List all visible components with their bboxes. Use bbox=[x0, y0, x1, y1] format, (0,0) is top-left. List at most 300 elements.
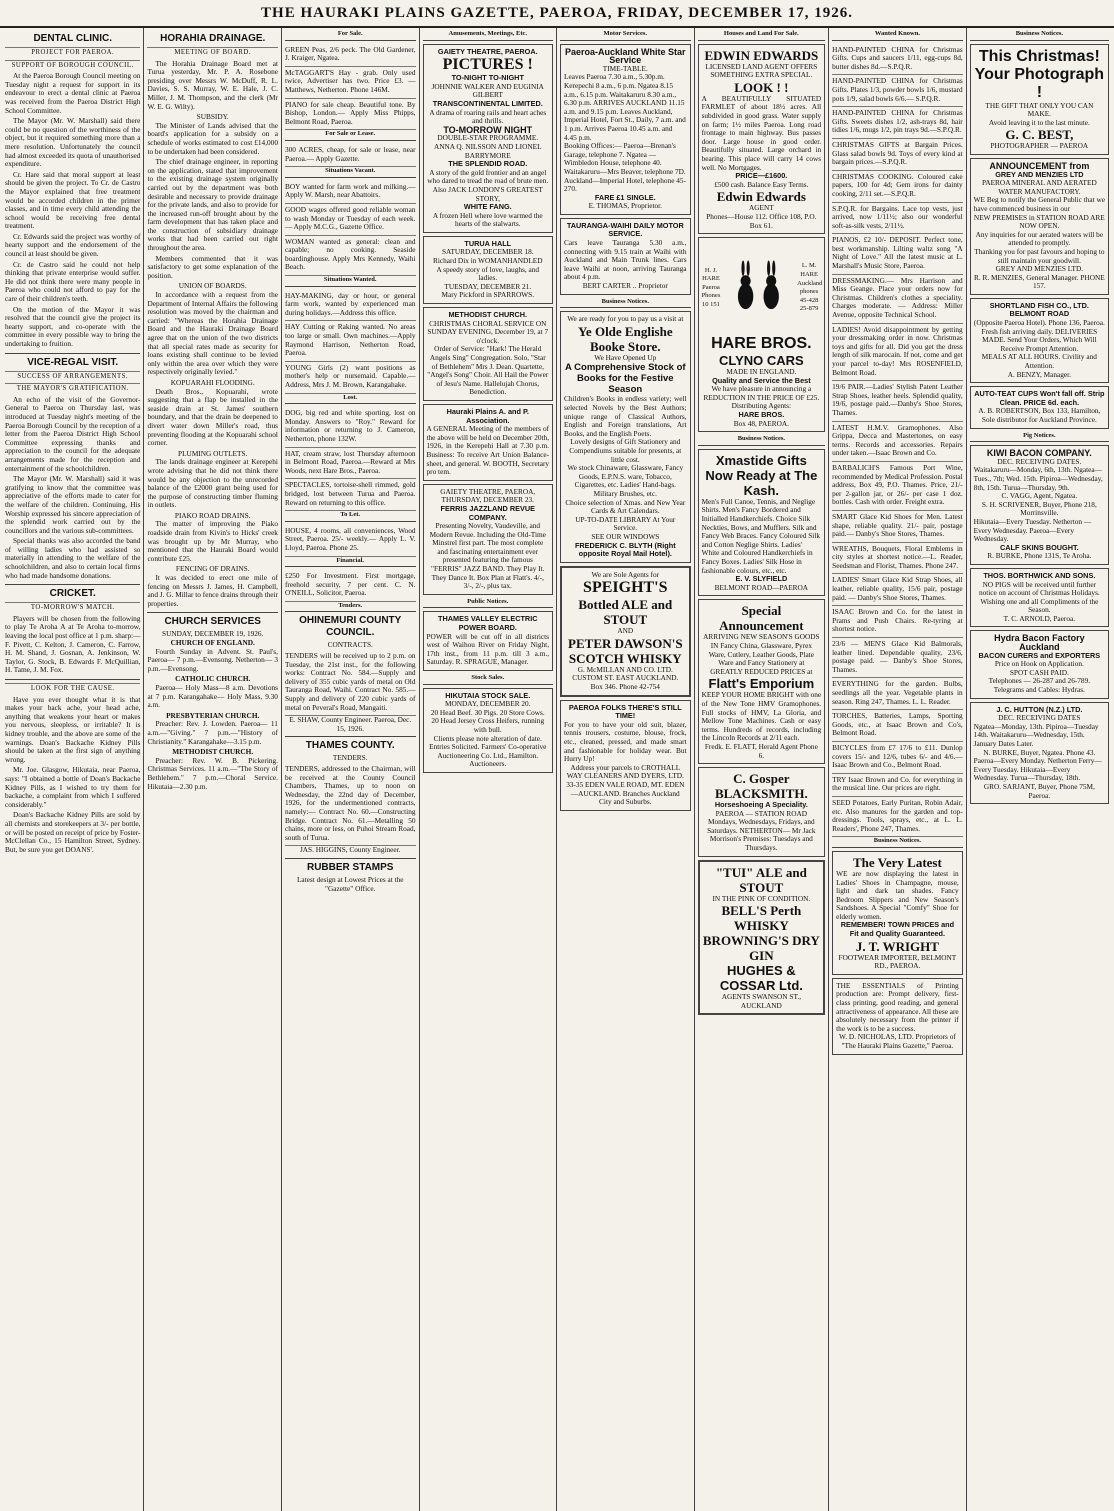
column-7 bbox=[829, 28, 967, 1511]
kiwi-dates: DEC. RECEIVING DATES. bbox=[997, 456, 1082, 466]
price: PRICE—£1600. bbox=[735, 171, 788, 181]
dental-p1: At the Paeroa Borough Council meeting on Tuesday night a request for support in its endeavour to erect a dental clinic at Paeroa was received from the Paeroa District High School Committee. bbox=[5, 71, 141, 115]
dental-p2: The Mayor (Mr. W. Marshall) said there could be no question of the worthiness of the object, but it required something more than a mere resolution. Unfortunately the council had almost exceeded its quota of unauthorised expenditure. bbox=[5, 116, 141, 169]
church-catholic-text: Paeroa— Holy Mass—8 a.m. Devotions at 7 p.m. Karangahake— Holy Mass, 9.30 a.m. bbox=[147, 682, 278, 710]
ad-china-2: HAND-PAINTED CHINA for Christmas Gifts. Plates 1/3, powder bowls 1/6, mustard pots 1/9, salad bowls 6/6.— S.P.Q.R. bbox=[832, 75, 963, 107]
church-date: SUNDAY, DECEMBER 19, 1926. bbox=[162, 629, 264, 639]
pluming-heading: PLUMING OUTLETS. bbox=[178, 448, 248, 458]
vice-p2: The Mayor (Mr. W. Marshall) said it was gratifying to know that the committee was appreciative of the efforts made to cater for the welfare of the children. Continuing, His Worship expressed his sincere appreciation of the splendid work carried out by the councillors and the various sub-committees. bbox=[5, 474, 141, 535]
power-board-ad bbox=[423, 611, 554, 671]
tui-condition: IN THE PINK OF CONDITION. bbox=[712, 893, 811, 903]
church-presbyterian-text: Preacher: Rev. J. Lowden. Paeroa— 11 a.m.—"Giving." 7 p.m.—"History of Christianity." Karangahake—3.15 p.m. bbox=[147, 719, 278, 746]
brownings-gin: BROWNING'S DRY GIN bbox=[702, 933, 820, 964]
bookstore-name: Ye Olde Englishe Booke Store. bbox=[577, 323, 673, 354]
pictures-heading: PICTURES ! bbox=[442, 56, 533, 74]
column-8 bbox=[967, 28, 1112, 1511]
methodist-order: Order of Service: "Hark! The Herald Angels Sing" Congregation. Solo, "Star of Bethlehem" Mrs J. Dean. Quartette, "Angel's Song" Choir. All Hail the Power of Jesu's Name. Hallelujah Chorus, Benediction. bbox=[427, 344, 549, 397]
and-line: AND bbox=[617, 626, 634, 636]
shortland-name: SHORTLAND FISH CO., LTD. BELMONT ROAD bbox=[989, 300, 1089, 319]
essentials-ad bbox=[832, 978, 963, 1055]
box-phone: Box 346. Phone 42-754 bbox=[590, 682, 660, 692]
column-2 bbox=[144, 28, 282, 1511]
blyth-line: FREDERICK C. BLYTH (Right opposite Royal Mail Hotel). bbox=[574, 540, 676, 559]
special-announcement: Special Announcement bbox=[719, 603, 804, 634]
shaw-signature: E. SHAW, County Engineer. Paeroa, Dec. 15, 1926. bbox=[289, 715, 412, 733]
enquiries-text: Any inquiries for our aerated waters will be attended to promptly. bbox=[975, 229, 1104, 248]
drainage-p7: The lands drainage engineer at Kerepehi wrote advising that he did not think there would be any objection to the unrecorded balance of the £2000 grant being used for the purpose of constructing timber fluming in outlets. bbox=[147, 457, 278, 510]
for-sale-heading: For Sale. bbox=[285, 30, 416, 41]
made-in-england: MADE IN ENGLAND. bbox=[726, 367, 797, 377]
timetable-heading: TIME-TABLE. bbox=[602, 63, 648, 73]
higgins-signature: JAS. HIGGINS, County Engineer. bbox=[299, 845, 401, 855]
assoc-text: A GENERAL Meeting of the members of the above will be held on December 20th, 1926, in the Kerepehi Hall at 7.30 p.m. Business: To receive Art Union Balance-sheet, and general. W. BOOTH, Secretary pro tem. bbox=[426, 424, 550, 477]
methodist-ad bbox=[423, 307, 554, 401]
ad-china-1: HAND-PAINTED CHINA for Christmas Gifts. Cups and saucers 1/11, egg-cups 8d, butter dishes 8d.—S.P.Q.R. bbox=[832, 44, 963, 76]
column-1 bbox=[2, 28, 144, 1511]
tauranga-text: Cars leave Tauranga 5.30 a.m., connecting with 9.15 train at Waihi with Auckland and Main Trunk lines. Cars leave Waihi at noon, arriving Tauranga about 4 p.m. bbox=[564, 238, 687, 282]
ad-spectacles: SPECTACLES, tortoise-shell rimmed, gold bridged, lost between Turua and Paeroa. Reward on returning to this office. bbox=[285, 479, 416, 511]
edwin-name-2: Edwin Edwards bbox=[716, 189, 806, 205]
tauranga-title: TAURANGA-WAIHI DAILY MOTOR SERVICE. bbox=[566, 220, 684, 239]
tuesday-film: Mary Pickford in SPARROWS. bbox=[441, 290, 535, 300]
edwin-sub: LICENSED LAND AGENT OFFERS SOMETHING EXTRA SPECIAL. bbox=[705, 61, 818, 80]
church-services bbox=[147, 616, 278, 791]
piako-heading: PIAKO ROAD DRAINS. bbox=[174, 510, 251, 520]
vice-p3: Special thanks was also accorded the band of willing ladies who had assisted so materially in attending to the welfare of the schoolchildren, and also to certain local firms who had made handsome donations. bbox=[5, 536, 141, 580]
agent-label: AGENT bbox=[748, 203, 774, 213]
dental-p3: Cr. Hare said that moral support at least should be given the project. To Cr. de Castro the Mayor explained that free treatment would be accorded children in the primer classes, and in time every child attending the school would be receiving free dental treatment. bbox=[5, 169, 141, 231]
burke-text: R. BURKE, Phone 131S, Te Aroha. bbox=[987, 551, 1092, 561]
hutton-text: Ngatea—Monday, 13th. Pipiroa—Tuesday 14th. Waitakaruru—Wednesday, 15th. January Dates Later. bbox=[973, 721, 1099, 748]
hare-bros-name: HARE BROS. bbox=[738, 410, 785, 420]
ad-green-peas: GREEN Peas, 2/6 peck. The Old Gardener, J. Kraiger, Ngatea. bbox=[285, 44, 416, 67]
books-stock: A Comprehensive Stock of Books for the Festive Season bbox=[565, 362, 686, 396]
church-methodist-text: Preacher: Rev. W. B. Pickering. Christmas Services. 11 a.m.—"The Story of Bethlehem." 7 p.m.—Choral Service. Hikutaia—2.30 p.m. bbox=[147, 755, 278, 791]
ad-ladies: LADIES! Avoid disappointment by getting your dressmaking order in now. Christmas toys and gifts for all. Did you get the dress length of silk marocain. If not, come and get your parcel to-day! Mrs ROSENFIELD, Belmont Road. bbox=[832, 324, 963, 382]
union-heading: UNION OF BOARDS. bbox=[178, 281, 247, 291]
drainage-p9: It was decided to erect one mile of fencing on Messrs J. James, H. Campbell, and J. G. Millar to fence drains through their properties. bbox=[147, 573, 278, 608]
methodist-text: CHRISTMAS CHORAL SERVICE ON SUNDAY EVENING, December 19, at 7 o'clock. bbox=[427, 318, 549, 345]
flatt-emporium: Flatt's Emporium bbox=[708, 676, 815, 692]
turua-title: TURUA HALL bbox=[464, 238, 512, 248]
ad-barbalich: BARBALICH'S Famous Port Wine, recommended by Medical Profession. Postal address, Box 49, P.O. Thames. Price, 21/- per 2-gallon jar, or 26/- per case 1 doz. bottles. Cash with order. Freight extra. bbox=[832, 462, 963, 511]
power-board-title: THAMES VALLEY ELECTRIC POWER BOARD. bbox=[438, 614, 538, 633]
proprietor: E. THOMAS, Proprietor. bbox=[588, 201, 663, 211]
film3-desc: A frozen Hell where love warmed the hearts of the stalwarts. bbox=[432, 210, 543, 229]
ad-young-girls: YOUNG Girls (2) want positions as mother's help or nursemaid. Capable.—Address, Mrs J. M. Brown, Karangahake. bbox=[285, 362, 416, 394]
books-text: Children's Books in endless variety; well selected Novels by the Best Authors; unique range of Classical Authors, English and Foreign translations, Art Books, and the English Poets. bbox=[564, 394, 687, 438]
white-star-ad bbox=[560, 44, 691, 215]
ad-woman: WOMAN wanted as general: clean and capable; no cooking. Seaside boardinghouse. Apply Mrs Kennedy, Waihi Beach. bbox=[285, 236, 416, 276]
opened-line: We Have Opened Up bbox=[594, 352, 657, 362]
fish-text: Fresh fish arriving daily. DELIVERIES MADE. Send Your Orders, Which Will Receive Prompt Attention. bbox=[981, 326, 1098, 353]
remember-line: REMEMBER! TOWN PRICES and Fit and Quality Guaranteed. bbox=[840, 920, 955, 939]
edwards-ad bbox=[698, 44, 826, 235]
stock-title: HIKUTAIA STOCK SALE. bbox=[445, 690, 531, 700]
ferris-ad bbox=[423, 484, 554, 595]
ad-torches: TORCHES, Batteries, Lamps, Sporting Goods, etc., at Isaac Brown and Co's, Belmont Road. bbox=[832, 710, 963, 742]
kash-ad bbox=[698, 449, 826, 597]
ad-garden: EVERYTHING for the garden. Bulbs, seedlings all the year. Vegetable plants in season. Ring 247, Thames. L. L. Reader. bbox=[832, 678, 963, 710]
reduction-line: We have pleasure in announcing a REDUCTION IN THE PRICE OF £25. bbox=[703, 384, 820, 402]
vagg-text: C. VAGG, Agent, Ngatea. bbox=[1001, 491, 1078, 501]
dental-title: DENTAL CLINIC. bbox=[33, 33, 112, 44]
ad-bicycles: BICYCLES from £7 17/6 to £11. Dunlop covers 15/- and 12/6, tubes 6/- and 4/6.—Isaac Brown and Co., Belmont Road. bbox=[832, 742, 963, 774]
gosper-text: PAEROA — STATION ROAD Mondays, Wednesdays, Fridays, and Saturdays. NETHERTON— Mr Jack Morrison's Premises: Tuesdays and Thursdays. bbox=[707, 808, 816, 853]
ad-23-6: 23/6 — MEN'S Glace Kid Balmorals, leather lined. Dependable quality, 23/6, postage paid. — Danby's Shoe Stores, Thames. bbox=[832, 638, 963, 678]
pig-notices-heading: Pig Notices. bbox=[970, 432, 1109, 443]
tomorrow-label: TO-MORROW NIGHT bbox=[443, 124, 533, 135]
drainage-p4: Members commented that it was satisfactory to get some explanation of the position. bbox=[147, 253, 278, 280]
hutton-name: J. C. HUTTON (N.Z.) LTD. bbox=[996, 704, 1083, 714]
to-let-heading: To Let. bbox=[285, 511, 416, 522]
premises-text: NEW PREMISES in STATION ROAD ARE NOW OPEN. bbox=[973, 212, 1105, 231]
xmas-gifts-title: Xmastide Gifts Now Ready at The Kash. bbox=[705, 452, 818, 498]
column-4 bbox=[420, 28, 558, 1511]
cleaners-ad bbox=[560, 700, 691, 811]
hydra-ad bbox=[970, 630, 1109, 698]
your-photograph: Your Photograph ! bbox=[974, 65, 1105, 101]
vacant-heading: Situations Vacant. bbox=[285, 167, 416, 178]
grey-menzies-name: GREY AND MENZIES LTD bbox=[995, 169, 1084, 179]
stars-line: JOHNNIE WALKER AND EUGINIA GILBERT bbox=[431, 81, 544, 100]
ad-hat: HAT, cream straw, lost Thursday afternoon in Belmont Road, Paeroa.—Reward at Mrs Woods, next Hare Bros., Paeroa. bbox=[285, 448, 416, 480]
look-text: A BEAUTIFULLY SITUATED FARMLET of about 18½ acres. All subdivided in good grass. Water supply on farm; 1½ miles Paeroa. Long road frontage to main highway. Bus passes door. Large house in good order. Beautifully situated. Large orchard in bearing. This place will carry 14 cows well. No Mortgages. bbox=[701, 93, 822, 172]
stock-text: 20 Head Beef. 30 Pigs. 20 Store Cows. 20 Head Jersey Cross Heifers, running with bull. bbox=[430, 707, 545, 734]
vice-p1: An echo of the visit of the Governor-General to Paeroa on Thursday last, was introduced at Tuesday night's meeting of the Paeroa Borough Council by the reception of a letter from the Paeroa District High School Committee expressing thanks and appreciation to the council for the adequate arrangements made for the reception and entertainment of the schoolchildren. bbox=[5, 394, 141, 473]
burke2-text: N. BURKE, Buyer, Ngatea. Phone 43. bbox=[983, 747, 1096, 757]
kopu-heading: KOPUARAHI FLOODING. bbox=[170, 377, 255, 387]
church-catholic: CATHOLIC CHURCH. bbox=[175, 674, 251, 684]
ad-boy: BOY wanted for farm work and milking.— Apply W. Marsh, near Abattoirs. bbox=[285, 181, 416, 204]
stock-entries: Entries Solicited. Farmers' Co-operative Auctioneering Co. Ltd., Hamilton. Auctioneers. bbox=[429, 742, 547, 769]
cricket-sub: TO-MORROW'S MATCH. bbox=[5, 602, 140, 613]
scrivener-text: S. H. SCRIVENER, Buyer, Phone 218, Morrinsville. bbox=[981, 499, 1097, 518]
fencing-heading: FENCING OF DRAINS. bbox=[175, 564, 250, 574]
ad-gramophones: LATEST H.M.V. Gramophones. Also Grippa, Decca and Mastertones, on easy terms. Records and accessories. Repairs under taken.—Isaac Brown and Co. bbox=[832, 422, 963, 462]
hutton-text2: Paeroa—Every Monday. Netherton Ferry—Every Tuesday. Hikutaia—Every Wednesday. Turua—Thursday, 18th. bbox=[973, 756, 1102, 783]
gaiety2-date: THURSDAY, DECEMBER 23. bbox=[441, 495, 534, 505]
ad-250: £250 For Investment. First mortgage, freehold security, 7 per cent. C. N. O'NEILL, Solicitor, Paeroa. bbox=[285, 570, 416, 602]
ad-hay-cutting: HAY Cutting or Raking wanted. No areas too large or small. Own machines.—Apply Raymond Harrison, Netherton Road, Paeroa. bbox=[285, 321, 416, 361]
wright-sub: FOOTWEAR IMPORTER, BELMONT RD., PAEROA. bbox=[838, 952, 957, 971]
assoc-title: Hauraki Plains A. and P. Association. bbox=[446, 406, 529, 425]
dental-article bbox=[5, 33, 140, 349]
gift-text: THE GIFT THAT ONLY YOU CAN MAKE. bbox=[985, 100, 1094, 119]
financial-heading: Financial. bbox=[285, 557, 416, 568]
stock-sale-ad bbox=[423, 688, 554, 773]
sole-agents: We are Sole Agents for bbox=[591, 569, 660, 579]
drainage-p1: The Horahia Drainage Board met at Turua yesterday, Mr. P. A. Rosebone presiding over Messrs W. McDuff, R. L. Davies, S. S. Murray, W. E. Hale, J. C. Miller, J. M. Thompson, and the clerk (Mr W. E. G. Wilty). bbox=[147, 58, 278, 111]
contracts-heading: CONTRACTS. bbox=[327, 640, 373, 650]
drainage-title: HORAHIA DRAINAGE. bbox=[160, 33, 266, 44]
hare-logo-text: HARE BROS. bbox=[711, 335, 812, 353]
ad-hay-making: HAY-MAKING, day or hour, or general farm work, wanted by experienced man during holidays.—Address this office. bbox=[285, 290, 416, 322]
turua-desc: A speedy story of love, laughs, and ladies. bbox=[436, 264, 540, 283]
look-heading: LOOK ! ! bbox=[734, 79, 789, 95]
ad-china-3: HAND-PAINTED CHINA for Christmas Gifts. Sweets dishes 1/2, ash-trays 8d, hair tidies 1/6, mugs 1/2, pin trays 9d.—S.P.Q.R. bbox=[832, 107, 963, 139]
gosper-name: C. Gosper BLACKSMITH. bbox=[714, 771, 808, 802]
vice-regal-article bbox=[5, 357, 140, 581]
ad-prams: ISAAC Brown and Co. for the latest in Prams and Push Chairs. Re-tyring at shortest notice. bbox=[832, 606, 963, 638]
also-line: Also JACK LONDON'S GREATEST STORY, bbox=[432, 184, 543, 203]
masthead: THE HAURAKI PLAINS GAZETTE, PAEROA, FRIDAY, DECEMBER 17, 1926. bbox=[0, 0, 1114, 28]
turua-date: SATURDAY, DECEMBER 18. bbox=[441, 247, 534, 257]
turua-film: Richard Dix in WOMANHANDLED bbox=[433, 256, 543, 266]
speights-name: SPEIGHT'S bbox=[583, 579, 668, 597]
speights-ad bbox=[560, 566, 691, 697]
kiwi-text2: Hikutaia—Every Tuesday. Netherton — Every Wednesday. Paeroa—Every Wednesday. bbox=[973, 516, 1092, 544]
lost-heading: Lost. bbox=[285, 394, 416, 405]
menzies-text: R. R. MENZIES, General Manager. PHONE 157. bbox=[973, 272, 1105, 291]
dental-p5: Cr. de Castro said he could not help thinking that private enterprise would suffer. He did not think there were many people in Paeroa who could not afford to pay for the care of their children's teeth. bbox=[5, 259, 141, 304]
shortland-ad bbox=[970, 298, 1109, 383]
cricket-article bbox=[5, 588, 140, 675]
business-heading-8: Business Notices. bbox=[970, 30, 1109, 41]
stock-date: MONDAY, DECEMBER 20. bbox=[444, 699, 531, 709]
ad-dog: DOG, big red and white sporting, lost on Monday. Answers to "Roy." Reward for information or returning to J. Cameron, Netherton, phone 132W. bbox=[285, 407, 416, 447]
public-notices-heading: Public Notices. bbox=[423, 598, 554, 609]
folks-title: PAEROA FOLKS THERE'S STILL TIME! bbox=[568, 702, 682, 721]
ad-piano: PIANO for sale cheap. Beautiful tone. By Bishop, London.— Apply Miss Phipps, Belmont Road, Paeroa. bbox=[285, 99, 416, 131]
vice-title: VICE-REGAL VISIT. bbox=[27, 356, 119, 368]
tuesday-date: TUESDAY, DECEMBER 21. bbox=[444, 281, 532, 291]
film1-title: TRANSCONTINENTAL LIMITED. bbox=[432, 98, 543, 108]
wright-ad bbox=[832, 851, 963, 975]
price-hook: Price on Hook on Application. bbox=[994, 659, 1084, 669]
ad-tenders: TENDERS will be received up to 2 p.m. on Tuesday, the 21st inst., for the following works: Contract No. 584.—Supply and delivery of 355 cubic yards of metal on Old Tauranga Road, Waihi. Contract No. 585.—Supply and delivery of 220 cubic yards of metal on Peveral's Road, Mangaiti. bbox=[285, 650, 416, 716]
vice-sub: SUCCESS OF ARRANGEMENTS. bbox=[5, 371, 140, 382]
tui-ad bbox=[698, 860, 826, 1016]
edwin-name: EDWIN EDWARDS bbox=[704, 47, 819, 63]
wishing-text: Wishing one and all Compliments of the Season. bbox=[980, 596, 1099, 615]
shortland-sub: (Opposite Paeroa Hotel). Phone 136, Paeroa. bbox=[973, 318, 1105, 328]
wright-name: J. T. WRIGHT bbox=[855, 938, 939, 954]
folks-text: For you to have your old suit, blazer, tennis trousers, costume, blouse, frock, etc., cleaned, pressed, and made smart and fashionable for holiday wear. But Hurry Up! bbox=[564, 719, 687, 764]
stars2-line: ANNA Q. NILSSON AND LIONEL BARRYMORE bbox=[433, 141, 542, 160]
mcmillan: G. McMILLAN AND CO. LTD. bbox=[577, 664, 673, 674]
ad-pianos: PIANOS, £2 10/- DEPOSIT. Perfect tone, best workmanship. Lilting waltz song "A Night of Love." All the latest music at L. Marshall's Music Store, Paeroa. bbox=[832, 234, 963, 274]
gaiety-theatre-ad bbox=[423, 44, 554, 233]
flatt-name: Fredk. E. FLATT, Herald Agent Phone 6. bbox=[704, 741, 818, 760]
drainage-sub: MEETING OF BOARD. bbox=[147, 47, 278, 58]
dental-support: SUPPORT OF BOROUGH COUNCIL. bbox=[5, 60, 140, 71]
very-latest: The Very Latest bbox=[852, 854, 942, 870]
crothall-text: Address your parcels to CROTHALL WAY CLEANERS AND DYERS, LTD. 33-35 EDEN VALE ROAD, MT. EDEN—AUCKLAND. Branches Auckland City and Suburbs. bbox=[566, 762, 685, 807]
curers-text: BACON CURERS and EXPORTERS bbox=[978, 650, 1101, 660]
column-6 bbox=[695, 28, 830, 1511]
hughes-addr: AGENTS SWANSON ST., AUCKLAND bbox=[721, 992, 802, 1010]
xmas-list: Men's Full Canoe, Tennis, and Neglige Shirts. Men's Fancy Bordered and Initialled Handkerchiefs. Choice Silk Neckties, Bows, and Mufflers. Silk and Fancy Web Braces. Fancy Coloured Silk and Cotton Neglige Shirts. Ladies' White and Coloured Handkerchiefs in Fancy Boxes. Ladies' Silk Hose in fashionable colours, etc., etc. bbox=[701, 496, 821, 575]
arnold-text: T. C. ARNOLD, Paeroa. bbox=[1003, 613, 1076, 623]
film3-title: WHITE FANG. bbox=[463, 202, 512, 212]
church-presbyterian: PRESBYTERIAN CHURCH. bbox=[166, 710, 260, 720]
tauranga-ad bbox=[560, 218, 691, 295]
kiwi-text: Waitakaruru—Monday, 6th, 13th. Ngatea—Tues., 7th; Wed. 15th. Pipiroa—Wednesday, 8th, 15th. Turua—Thursday, 9th. bbox=[973, 465, 1103, 492]
mineral-text: PAEROA MINERAL AND AERATED WATER MANUFACTORY. bbox=[981, 178, 1097, 196]
ad-300-acres: 300 ACRES, cheap, for sale or lease, near Paeroa.— Apply Gazette. bbox=[285, 144, 416, 167]
bookstore-ad bbox=[560, 311, 691, 562]
ad-house: HOUSE, 4 rooms, all conveniences, Wood Street, Paeroa. 25/- weekly.— Apply L. V. Lloyd, Paeroa. Phone 25. bbox=[285, 525, 416, 557]
drainage-p5: In accordance with a request from the Department of Internal Affairs the following resolution was moved by the chairman and carried: "Whereas the Horahia Drainage Board and the Hauraki Drainage Board agree that on the union of the two districts that all special rates made as security for loans existing shall continue to be levied only within the area over which they were respectively originally levied." bbox=[147, 290, 278, 377]
wanted-known-heading: Wanted Known. bbox=[832, 30, 963, 41]
hydra-name: Hydra Bacon Factory Auckland bbox=[994, 633, 1085, 653]
ad-19-6: 19/6 PAIR.—Ladies' Stylish Patent Leather Strap Shoes, leather heels. Splendid quality, 19/6, postage paid.—Danby's Shoe Stores, Thames. bbox=[832, 381, 963, 421]
turua-hall-ad bbox=[423, 236, 554, 304]
hare-box: Box 48, PAEROA. bbox=[733, 418, 789, 428]
cricket-p1: Players will be chosen from the following to play Te Aroha A at Te Aroha to-morrow, leaving the local post office at 1 p.m. sharp:— F. Pivett, C. Kelton, J. Cameron, C. Farrow, H. M. Shand, J. Gosnan, A. Jenkinson, W. Taylor, G. Stock, B. Edwards F. McQuillian, H. Tame, J. M. Fox. bbox=[5, 613, 141, 675]
cards-line: Choice selection of Xmas. and New Year Cards & Art Calendars. bbox=[565, 497, 686, 516]
ad-thames-tenders: TENDERS, addressed to the Chairman, will be received at the County Council Chambers, Thames, up to noon on Wednesday, the 22nd day of December, 1926, for the undermentioned contracts, namely:— Contract No. 60.—Constructing Bridge. Contract No. 61.—Metalling 50 chains, more or less, on Puhoi Stream Road, south of Turua. bbox=[285, 763, 416, 846]
dist-label: Distributing Agents: bbox=[731, 401, 792, 411]
drainage-p3: The chief drainage engineer, in reporting on the application, stated that improvement to the existing drainage system originally carried out by the department was both desirable and necessary to provide drainage for the private lands, and also to provide for the increased run-off brought about by the farm development that has taken place and the construction of subsidiary drainage works that had been carried out right throughout the area. bbox=[147, 157, 278, 253]
vice-sub2: THE MAYOR'S GRATIFICATION. bbox=[5, 383, 140, 394]
this-christmas: This Christmas! bbox=[978, 47, 1100, 65]
film2-desc: A story of the gold frontier and an angel who dared to tread the road of brute men. bbox=[427, 167, 549, 186]
ad-musical: TRY Isaac Brown and Co. for everything in the musical line. Our prices are right. bbox=[832, 774, 963, 797]
telephones-text: Telephones — 26-287 and 26-789. Telegrams and Cables: Hydras. bbox=[988, 676, 1091, 695]
arriving-text: ARRIVING NEW SEASON'S GOODS IN Fancy China, Glassware, Pyrex Ware, Cutlery, Leather Goods, Plate Ware and Fancy Stationery at GREATLY REDUCED PRICES at bbox=[703, 632, 820, 676]
gift-line: Lovely designs of Gift Stationery and Compendiums suitable for presents, at little cost. bbox=[569, 437, 682, 464]
kiwi-name: KIWI BACON COMPANY. bbox=[986, 448, 1092, 459]
amusements-heading: Amusements, Meetings, Etc. bbox=[423, 30, 554, 41]
fare: FARE £1 SINGLE. bbox=[594, 192, 656, 202]
slyfield-addr: BELMONT ROAD—PAEROA bbox=[714, 582, 809, 592]
ad-spqr-bargains: S.P.Q.R. for Bargains. Lace top vests, just arrived, now 1/11½; also our wonderful soft-as-silk vests, 2/11½. bbox=[832, 203, 963, 235]
ad-good-wages: GOOD wages offered good reliable woman to wash Monday or Tuesday of each week.— Apply M.C.G., Gazette Office. bbox=[285, 204, 416, 236]
methodist-title: METHODIST CHURCH. bbox=[448, 310, 528, 320]
column-3 bbox=[282, 28, 420, 1511]
film2-title: THE SPLENDID ROAD. bbox=[448, 159, 528, 169]
robertson-text: A. B. ROBERTSON, Box 133, Hamilton, Sole distributor for Auckland Province. bbox=[978, 406, 1101, 424]
thanking-text: Thanking you for past favours and hoping to still maintain your goodwill. bbox=[974, 246, 1105, 265]
houses-heading: Houses and Land For Sale. bbox=[698, 30, 826, 41]
ferris-title: FERRIS JAZZLAND REVUE COMPANY. bbox=[440, 503, 535, 522]
peter-dawson: PETER DAWSON'S bbox=[568, 635, 683, 651]
meals-text: MEALS AT ALL HOURS. Civility and Attention. bbox=[981, 352, 1097, 371]
rubber-stamps-title: RUBBER STAMPS bbox=[306, 861, 394, 873]
thames-title: THAMES COUNTY. bbox=[305, 740, 395, 752]
drainage-p2: The Minister of Lands advised that the board's application for a subsidy on a schedule of works estimated to cost £14,000 to be undertaken had been considered. bbox=[147, 120, 278, 156]
ad-smart-glace: SMART Glace Kid Shoes for Men. Latest shape, reliable quality. 21/- pair, postage paid.— Danby's Shoe Stores, Thames. bbox=[832, 511, 963, 543]
hughes-cossar: HUGHES & COSSAR Ltd. bbox=[719, 963, 803, 994]
hare-right-contact: L. M. HARE Auckland phones 45-428 25-879 bbox=[797, 262, 823, 313]
film1-desc: A drama of roaring rails and heart aches and thrills. bbox=[429, 107, 547, 126]
church-title: CHURCH SERVICES bbox=[164, 616, 261, 628]
horseshoe-line: Horseshoeing A Speciality. bbox=[714, 800, 808, 810]
white-star-title: Paeroa-Auckland White Star Service bbox=[565, 46, 686, 66]
column-5 bbox=[557, 28, 695, 1511]
tonight-label: TO-NIGHT TO-NIGHT bbox=[451, 73, 524, 83]
china-line: We stock Chinaware, Glassware, Fancy Goods, E.P.N.S. ware, Tobacco, Cigarettes, etc. Ladies' Hand-bags. Military Brushes, etc. bbox=[567, 463, 684, 498]
autoteat-text: AUTO-TEAT CUPS Won't fall off. Strip Clean. PRICE 6d. each. bbox=[974, 389, 1105, 407]
drainage-p6: Death Bros., Kopuarahi, wrote suggesting that a flap be installed in the seaside drain at St. James' southern boundary, and that the drain be deepened to divert water down Miller's road, thus preventing flooding at the Kopuarahi school corner. bbox=[147, 386, 278, 448]
stock-note: Clients please note alteration of date. bbox=[433, 733, 542, 743]
ad-mctaggart: McTAGGART'S Hay - grab. Only used twice, Advertiser has two. Price £3. — Matthews, Netherton. Phone 146M. bbox=[285, 67, 416, 99]
church-methodist: METHODIST CHURCH. bbox=[172, 747, 254, 757]
scotch-whisky: SCOTCH WHISKY bbox=[568, 650, 682, 666]
cause-p1: Have you ever thought what it is that makes your back ache, your head ache, anything that weakens your heart or makes you nervous, sleepless, or irritable? It is kidney trouble, and the above are some of the warnings. Doan's Backache Kidney Pills should be taken at the first sign of anything wrong. bbox=[5, 694, 141, 764]
essentials-text: THE ESSENTIALS of Printing production are: Prompt delivery, first-class printing, good reading, and general attractiveness of appearance. All these are absolutely necessary from the printer if the work is to be a success. bbox=[836, 980, 959, 1033]
grey-menzies-ad bbox=[970, 158, 1109, 295]
photo-ad bbox=[970, 44, 1109, 155]
ohinemuri-title: OHINEMURI COUNTY COUNCIL. bbox=[299, 615, 402, 639]
bottled-ale: Bottled ALE and STOUT bbox=[578, 597, 673, 628]
benzy-name: A. BENZY, Manager. bbox=[1007, 369, 1071, 379]
spot-cash: SPOT CASH PAID. bbox=[1009, 667, 1069, 677]
flatt-text: KEEP YOUR HOME BRIGHT with one of the New Tone HMV Gramophones. Full stocks of HMV, La Gloria, and Mellow Tone Machines. Cash or easy terms. Hundreds of records, including the Lincoln Records at 2/11 each. bbox=[701, 690, 822, 743]
custom-st: CUSTOM ST. EAST AUCKLAND. bbox=[572, 673, 679, 683]
ad-ladies-strap: LADIES' Smart Glace Kid Strap Shoes, all leather, reliable quality, 15/6 pair, postage paid. — Danby's Shoe Stores, Thames. bbox=[832, 574, 963, 606]
cause-p2: Mr. Joe. Glasgow, Hikutaia, near Paeroa, says: "I obtained a bottle of Doan's Backache Kidney Pills, as I wished to try them for backache, a complaint from which I suffered considerably." bbox=[5, 765, 141, 809]
columns-container bbox=[0, 28, 1114, 1511]
timetable-text: Leaves Paeroa 7.30 a.m., 5.30p.m. Kerepechi 8 a.m., 6 p.m. Ngatea 8.15 a.m., 6.15 p.m. Waitakaruru 8.30 a.m., 6.30 p.m. ARRIVES AUCKLAND 11.15 a.m. and 9.15 p.m. Leaves Auckland, Imperial Hotel, Fort St., Daily, 7 a.m. and 1 p.m. Arrives Paeroa 10.45 a.m. and 4.45 p.m. bbox=[564, 72, 686, 142]
announce-title: ANNOUNCEMENT from bbox=[989, 160, 1090, 171]
library-line: UP-TO-DATE LIBRARY At Your Service. bbox=[575, 514, 676, 533]
stock-sales-heading: Stock Sales. bbox=[423, 674, 554, 685]
cause-title: LOOK FOR THE CAUSE. bbox=[5, 683, 140, 694]
kiwi-ad bbox=[970, 445, 1109, 565]
hare-bros-ad bbox=[698, 237, 826, 432]
subsidy-heading: SUBSIDY. bbox=[196, 112, 229, 122]
gaiety2-name: GAIETY THEATRE, PAEROA, bbox=[440, 486, 536, 496]
tui-ale: "TUI" ALE and STOUT bbox=[715, 864, 807, 895]
bert-carter: BERT CARTER .. Proprietor bbox=[582, 281, 668, 291]
gosper-ad bbox=[698, 767, 826, 857]
grey-sig: GREY AND MENZIES LTD. bbox=[995, 264, 1084, 274]
edwin-phones: Phones—House 112. Office 108, P.O. Box 61. bbox=[706, 211, 817, 230]
sarjant-text: GRO. SARJANT, Buyer, Phone 75M, Paeroa. bbox=[983, 781, 1095, 800]
sale-lease-heading: For Sale or Lease. bbox=[285, 130, 416, 141]
hutton-ad bbox=[970, 702, 1109, 805]
tenders-heading: Tenders. bbox=[285, 602, 416, 613]
cricket-title: CRICKET. bbox=[49, 588, 96, 600]
ad-xmas-cooking: CHRISTMAS COOKING. Coloured cake papers, 100 for 4d; Gem irons for dainty cooking, 2/11 set.—S.P.Q.R. bbox=[832, 171, 963, 203]
flatt-ad bbox=[698, 599, 826, 764]
quality-line: Quality and Service the Best bbox=[712, 375, 811, 385]
power-text: POWER will be cut off in all districts west of Waihou River on Friday Night, 17th inst., from 11 p.m. till 3 a.m., Saturday. R. SPRAGUE, Manager. bbox=[426, 631, 550, 667]
thames-tenders-heading: TENDERS. bbox=[332, 753, 368, 763]
nicholas-text: W. D. NICHOLAS, LTD. Proprietors of "The Hauraki Plains Gazette," Paeroa. bbox=[838, 1032, 956, 1050]
pigs-text: NO PIGS will be received until further notice on account of Christmas Holidays. bbox=[978, 579, 1100, 598]
borthwick-ad bbox=[970, 568, 1109, 628]
hare-logo-icon bbox=[720, 243, 797, 333]
wanted-heading: Situations Wanted. bbox=[285, 276, 416, 287]
ad-dressmaking: DRESSMAKING.— Mrs Harrison and Miss Geange. Place your orders now for Christmas. Children's clothes a speciality. Charges moderate. — Address: Miller Avenue, opposite Technical School. bbox=[832, 275, 963, 324]
ad-wreaths: WREATHS, Bouquets, Floral Emblems in city styles at shortest notice.—L. Reader, Seedsman and Florist, Thames. Phone 247. bbox=[832, 543, 963, 575]
business-heading-6: Business Notices. bbox=[698, 435, 826, 446]
price-terms: £500 cash. Balance Easy Terms. bbox=[714, 179, 809, 189]
business-heading-7: Business Notices. bbox=[832, 837, 963, 848]
business-heading-5: Business Notices. bbox=[560, 298, 691, 309]
drainage-p8: The matter of improving the Piako roadside drain from Kivin's to Hicks' creek was brought up by Mr Murray, who mentioned that the Hauraki Board would contribute £25. bbox=[147, 519, 278, 563]
double-star: DOUBLE-STAR PROGRAMME. bbox=[437, 133, 539, 143]
cause-p3: Doan's Backache Kidney Pills are sold by all chemists and storekeepers at 3/- per bottle, or will be posted on receipt of price by Foster-McClellan Co., 15 Hamilton Street, Sydney. But, be sure you get DOANS'. bbox=[5, 810, 141, 854]
motor-heading: Motor Services. bbox=[560, 30, 691, 41]
ferris-text: Presenting Novelty, Vaudeville, and Modern Revue. Including the Old-Time Minstrel first part. The most complete and fascinating entertainment ever presented featuring the famous "FERRIS" JAZZ BAND. They Play It. They Dance It. Box Plan at Flatt's. 4/-, 3/-, 2/-, plus tax. bbox=[429, 521, 546, 591]
hutton-dates: DEC. RECEIVING DATES bbox=[998, 713, 1081, 723]
autoteat-ad bbox=[970, 386, 1109, 428]
best-name: G. C. BEST, bbox=[1005, 127, 1074, 143]
dental-p6: On the motion of the Mayor it was resolved that the council give the project its hearty support, and co-operate with the committee in every possible way to bring the undertaking to fruition. bbox=[5, 304, 141, 348]
hauraki-assoc-ad bbox=[423, 404, 554, 481]
calf-skins: CALF SKINS BOUGHT. bbox=[1000, 542, 1079, 552]
dental-sub: PROJECT FOR PAEROA. bbox=[5, 47, 140, 58]
clyno-cars: CLYNO CARS bbox=[718, 353, 804, 369]
church-england: CHURCH OF ENGLAND. bbox=[170, 638, 255, 647]
rubber-stamps-text: Latest design at Lowest Prices at the "Gazette" Office. bbox=[296, 874, 404, 893]
bells-whisky: BELL'S Perth WHISKY bbox=[721, 903, 802, 934]
